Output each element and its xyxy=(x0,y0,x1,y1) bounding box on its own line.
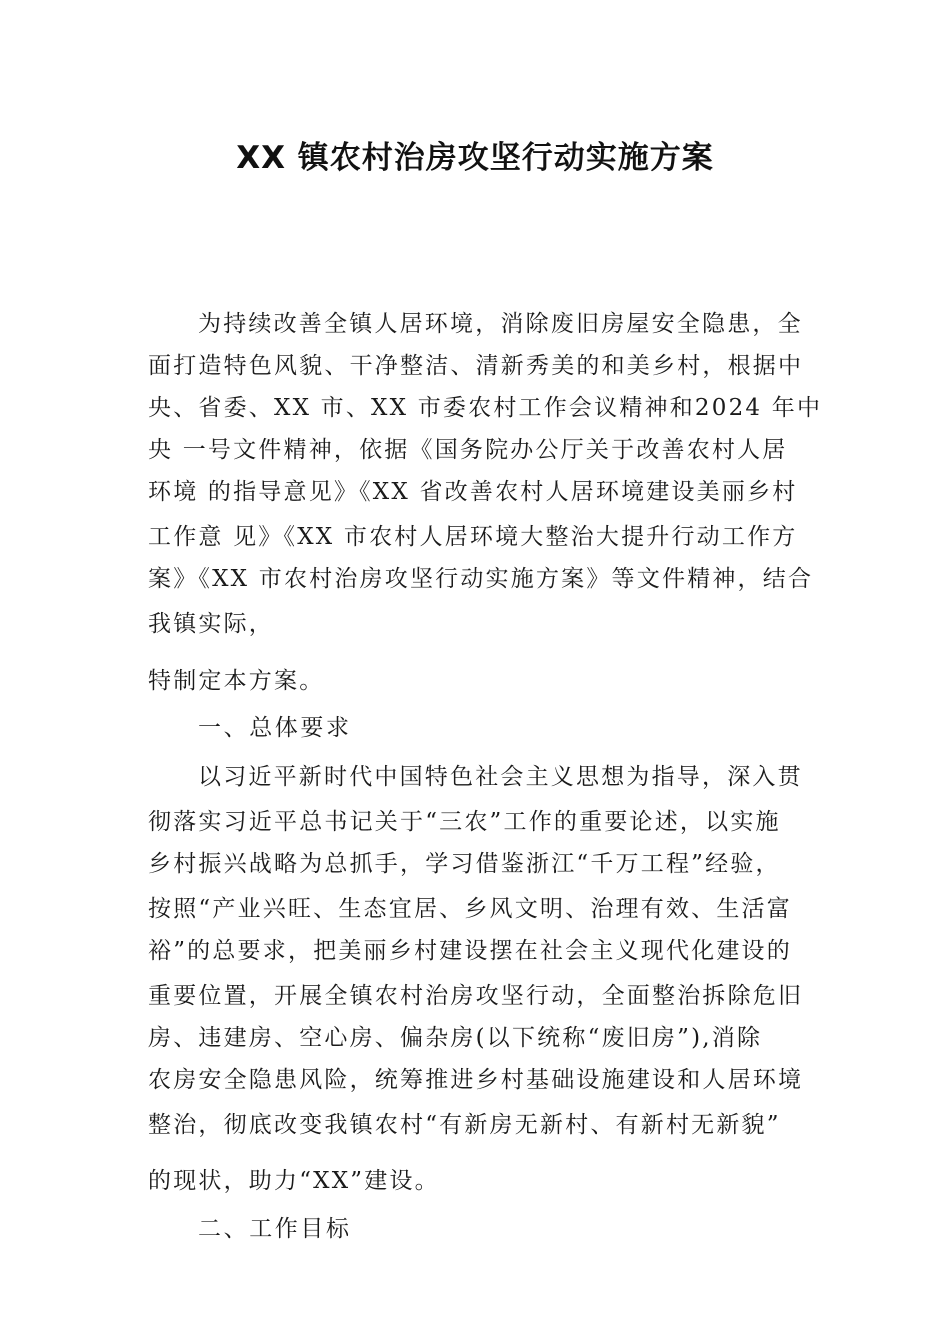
paragraph-line: 央、省委、XX 市、XX 市委农村工作会议精神和2024 年中 xyxy=(148,395,823,421)
paragraph-line: 案》《XX 市农村治房攻坚行动实施方案》等文件精神，结合 xyxy=(148,566,814,592)
paragraph-line: 按照“产业兴旺、生态宜居、乡风文明、治理有效、生活富 xyxy=(148,896,792,922)
paragraph-line: 房、违建房、空心房、偏杂房(以下统称“废旧房”),消除 xyxy=(148,1025,763,1051)
paragraph-line: 工作意 见》《XX 市农村人居环境大整治大提升行动工作方 xyxy=(148,524,798,550)
paragraph-line: 环境 的指导意见》《XX 省改善农村人居环境建设美丽乡村 xyxy=(148,479,798,505)
paragraph-line: 的现状，助力“XX”建设。 xyxy=(148,1168,440,1194)
paragraph-line: 我镇实际， xyxy=(148,611,274,637)
paragraph-line: 整治，彻底改变我镇农村“有新房无新村、有新村无新貌” xyxy=(148,1112,781,1138)
paragraph-line: 面打造特色风貌、干净整洁、清新秀美的和美乡村，根据中 xyxy=(148,353,804,379)
paragraph-line: 农房安全隐患风险，统筹推进乡村基础设施建设和人居环境 xyxy=(148,1067,804,1093)
paragraph-line: 彻落实习近平总书记关于“三农”工作的重要论述，以实施 xyxy=(148,809,781,835)
paragraph-line: 裕”的总要求，把美丽乡村建设摆在社会主义现代化建设的 xyxy=(148,938,792,964)
paragraph-line: 央 一号文件精神，依据《国务院办公厅关于改善农村人居 xyxy=(148,437,788,463)
paragraph-line: 以习近平新时代中国特色社会主义思想为指导，深入贯 xyxy=(198,764,803,790)
document-title: XX 镇农村治房攻坚行动实施方案 xyxy=(236,140,714,176)
paragraph-line: 特制定本方案。 xyxy=(148,668,325,694)
section-heading: 一、总体要求 xyxy=(198,715,352,741)
paragraph-line: 为持续改善全镇人居环境，消除废旧房屋安全隐患，全 xyxy=(198,311,803,337)
paragraph-line: 重要位置，开展全镇农村治房攻坚行动，全面整治拆除危旧 xyxy=(148,983,804,1009)
section-heading: 二、工作目标 xyxy=(198,1216,352,1242)
paragraph-line: 乡村振兴战略为总抓手，学习借鉴浙江“千万工程”经验， xyxy=(148,851,781,877)
